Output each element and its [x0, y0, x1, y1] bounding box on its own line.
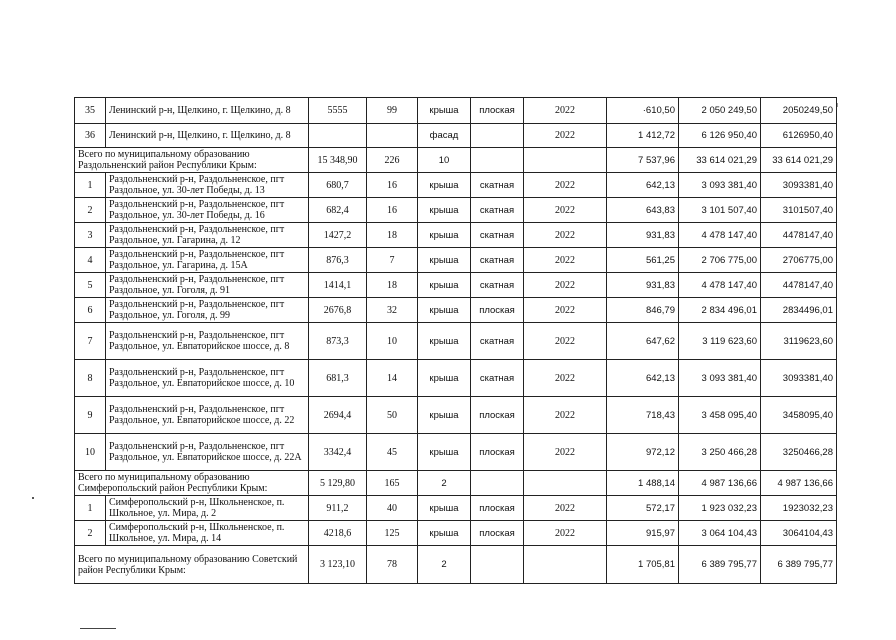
row-number-cell: 10	[75, 434, 106, 471]
total-cost-cell: 3 458 095,40	[679, 397, 761, 434]
apartments-cell: 226	[367, 148, 418, 173]
year-cell	[524, 471, 607, 496]
roof-type-cell: скатная	[471, 173, 524, 198]
total-cost-alt-cell: 2706775,00	[761, 248, 837, 273]
address-cell: Раздольненский р-н, Раздольненское, пгт Раздольное, ул. Гоголя, д. 91	[106, 273, 309, 298]
total-cost-cell: 4 478 147,40	[679, 223, 761, 248]
unit-cost-cell: ·610,50	[607, 98, 679, 124]
table-row	[75, 521, 837, 546]
apartments-cell: 125	[367, 521, 418, 546]
area-cell: 680,7	[309, 173, 367, 198]
roof-type-cell: скатная	[471, 273, 524, 298]
apartments-cell: 78	[367, 546, 418, 584]
year-cell: 2022	[524, 98, 607, 124]
address-cell: Раздольненский р-н, Раздольненское, пгт Раздольное, ул. Гагарина, д. 15А	[106, 248, 309, 273]
unit-cost-cell: 642,13	[607, 360, 679, 397]
year-cell: 2022	[524, 323, 607, 360]
table-body	[75, 98, 837, 584]
apartments-cell: 16	[367, 173, 418, 198]
apartments-cell: 32	[367, 298, 418, 323]
year-cell: 2022	[524, 124, 607, 148]
element-cell: 2	[418, 471, 471, 496]
row-number-cell: 2	[75, 521, 106, 546]
element-cell: крыша	[418, 323, 471, 360]
repair-schedule-table	[74, 97, 837, 584]
area-cell	[309, 124, 367, 148]
unit-cost-cell: 647,62	[607, 323, 679, 360]
total-cost-cell: 4 987 136,66	[679, 471, 761, 496]
area-cell: 682,4	[309, 198, 367, 223]
address-cell: Симферопольский р-н, Школьненское, п. Школьное, ул. Мира, д. 2	[106, 496, 309, 521]
area-cell: 2694,4	[309, 397, 367, 434]
unit-cost-cell: 915,97	[607, 521, 679, 546]
roof-type-cell: плоская	[471, 298, 524, 323]
address-cell: Раздольненский р-н, Раздольненское, пгт Раздольное, ул. 30-лет Победы, д. 13	[106, 173, 309, 198]
total-cost-cell: 3 250 466,28	[679, 434, 761, 471]
element-cell: крыша	[418, 248, 471, 273]
apartments-cell: 14	[367, 360, 418, 397]
apartments-cell	[367, 124, 418, 148]
address-cell: Раздольненский р-н, Раздольненское, пгт Раздольное, ул. Евпаторийское шоссе, д. 22А	[106, 434, 309, 471]
roof-type-cell: скатная	[471, 248, 524, 273]
element-cell: крыша	[418, 360, 471, 397]
row-number-cell: 35	[75, 98, 106, 124]
unit-cost-cell: 931,83	[607, 223, 679, 248]
row-number-cell: 6	[75, 298, 106, 323]
total-cost-alt-cell: 1923032,23	[761, 496, 837, 521]
row-number-cell: 2	[75, 198, 106, 223]
area-cell: 876,3	[309, 248, 367, 273]
total-cost-alt-cell: 3064104,43	[761, 521, 837, 546]
area-cell: 5555	[309, 98, 367, 124]
row-number-cell: 7	[75, 323, 106, 360]
total-cost-alt-cell: 3458095,40	[761, 397, 837, 434]
scan-speck	[32, 497, 34, 499]
roof-type-cell	[471, 148, 524, 173]
year-cell: 2022	[524, 173, 607, 198]
roof-type-cell: скатная	[471, 198, 524, 223]
address-cell: Раздольненский р-н, Раздольненское, пгт Раздольное, ул. 30-лет Победы, д. 16	[106, 198, 309, 223]
row-number-cell: 36	[75, 124, 106, 148]
year-cell: 2022	[524, 397, 607, 434]
unit-cost-cell: 561,25	[607, 248, 679, 273]
table-row	[75, 124, 837, 148]
total-cost-alt-cell: 6126950,40	[761, 124, 837, 148]
total-cost-alt-cell: 2834496,01	[761, 298, 837, 323]
footnote-rule	[80, 628, 116, 629]
row-number-cell: 5	[75, 273, 106, 298]
total-cost-cell: 2 706 775,00	[679, 248, 761, 273]
year-cell: 2022	[524, 521, 607, 546]
total-cost-alt-cell: 3093381,40	[761, 173, 837, 198]
area-cell: 873,3	[309, 323, 367, 360]
total-cost-alt-cell: 6 389 795,77	[761, 546, 837, 584]
apartments-cell: 99	[367, 98, 418, 124]
unit-cost-cell: 846,79	[607, 298, 679, 323]
unit-cost-cell: 1 705,81	[607, 546, 679, 584]
unit-cost-cell: 572,17	[607, 496, 679, 521]
table-row	[75, 198, 837, 223]
element-cell: 2	[418, 546, 471, 584]
area-cell: 3 123,10	[309, 546, 367, 584]
year-cell: 2022	[524, 223, 607, 248]
roof-type-cell	[471, 546, 524, 584]
unit-cost-cell: 1 488,14	[607, 471, 679, 496]
area-cell: 1427,2	[309, 223, 367, 248]
address-cell: Раздольненский р-н, Раздольненское, пгт Раздольное, ул. Гоголя, д. 99	[106, 298, 309, 323]
year-cell: 2022	[524, 360, 607, 397]
table-row	[75, 298, 837, 323]
roof-type-cell	[471, 124, 524, 148]
element-cell: крыша	[418, 223, 471, 248]
total-cost-cell: 3 093 381,40	[679, 360, 761, 397]
total-cost-alt-cell: 3093381,40	[761, 360, 837, 397]
apartments-cell: 7	[367, 248, 418, 273]
element-cell: крыша	[418, 173, 471, 198]
total-label-cell: Всего по муниципальному образованию Советский район Республики Крым:	[75, 546, 309, 584]
area-cell: 681,3	[309, 360, 367, 397]
element-cell: крыша	[418, 434, 471, 471]
total-cost-cell: 6 389 795,77	[679, 546, 761, 584]
total-label-cell: Всего по муниципальному образованию Раздольненский район Республики Крым:	[75, 148, 309, 173]
address-cell: Раздольненский р-н, Раздольненское, пгт Раздольное, ул. Евпаторийское шоссе, д. 10	[106, 360, 309, 397]
unit-cost-cell: 1 412,72	[607, 124, 679, 148]
apartments-cell: 10	[367, 323, 418, 360]
element-cell: крыша	[418, 521, 471, 546]
unit-cost-cell: 931,83	[607, 273, 679, 298]
element-cell: 10	[418, 148, 471, 173]
roof-type-cell: плоская	[471, 98, 524, 124]
roof-type-cell: плоская	[471, 434, 524, 471]
address-cell: Ленинский р-н, Щелкино, г. Щелкино, д. 8	[106, 98, 309, 124]
total-cost-alt-cell: 2050249,50	[761, 98, 837, 124]
area-cell: 1414,1	[309, 273, 367, 298]
apartments-cell: 165	[367, 471, 418, 496]
year-cell: 2022	[524, 298, 607, 323]
apartments-cell: 18	[367, 223, 418, 248]
unit-cost-cell: 643,83	[607, 198, 679, 223]
element-cell: крыша	[418, 273, 471, 298]
year-cell: 2022	[524, 496, 607, 521]
table-row	[75, 173, 837, 198]
row-number-cell: 8	[75, 360, 106, 397]
apartments-cell: 45	[367, 434, 418, 471]
total-cost-alt-cell: 3101507,40	[761, 198, 837, 223]
year-cell	[524, 148, 607, 173]
year-cell: 2022	[524, 434, 607, 471]
total-cost-cell: 33 614 021,29	[679, 148, 761, 173]
address-cell: Симферопольский р-н, Школьненское, п. Школьное, ул. Мира, д. 14	[106, 521, 309, 546]
table-row	[75, 434, 837, 471]
apartments-cell: 40	[367, 496, 418, 521]
roof-type-cell: плоская	[471, 521, 524, 546]
total-cost-alt-cell: 4478147,40	[761, 223, 837, 248]
total-cost-alt-cell: 4 987 136,66	[761, 471, 837, 496]
address-cell: Раздольненский р-н, Раздольненское, пгт Раздольное, ул. Евпаторийское шоссе, д. 22	[106, 397, 309, 434]
table-row	[75, 323, 837, 360]
apartments-cell: 18	[367, 273, 418, 298]
area-cell: 4218,6	[309, 521, 367, 546]
table-row	[75, 496, 837, 521]
row-number-cell: 4	[75, 248, 106, 273]
year-cell: 2022	[524, 248, 607, 273]
address-cell: Ленинский р-н, Щелкино, г. Щелкино, д. 8	[106, 124, 309, 148]
total-cost-cell: 6 126 950,40	[679, 124, 761, 148]
total-cost-alt-cell: 4478147,40	[761, 273, 837, 298]
roof-type-cell: скатная	[471, 360, 524, 397]
total-row	[75, 148, 837, 173]
total-cost-alt-cell: 33 614 021,29	[761, 148, 837, 173]
table-row	[75, 223, 837, 248]
table-row	[75, 397, 837, 434]
apartments-cell: 50	[367, 397, 418, 434]
year-cell	[524, 546, 607, 584]
total-cost-cell: 2 834 496,01	[679, 298, 761, 323]
total-label-cell: Всего по муниципальному образованию Симферопольский район Республики Крым:	[75, 471, 309, 496]
table-row	[75, 273, 837, 298]
total-cost-cell: 3 119 623,60	[679, 323, 761, 360]
row-number-cell: 1	[75, 496, 106, 521]
total-row	[75, 546, 837, 584]
total-cost-cell: 4 478 147,40	[679, 273, 761, 298]
roof-type-cell: скатная	[471, 223, 524, 248]
area-cell: 3342,4	[309, 434, 367, 471]
year-cell: 2022	[524, 198, 607, 223]
unit-cost-cell: 718,43	[607, 397, 679, 434]
year-cell: 2022	[524, 273, 607, 298]
table-row	[75, 248, 837, 273]
element-cell: крыша	[418, 198, 471, 223]
unit-cost-cell: 972,12	[607, 434, 679, 471]
area-cell: 911,2	[309, 496, 367, 521]
table-row	[75, 98, 837, 124]
row-number-cell: 3	[75, 223, 106, 248]
address-cell: Раздольненский р-н, Раздольненское, пгт Раздольное, ул. Евпаторийское шоссе, д. 8	[106, 323, 309, 360]
element-cell: фасад	[418, 124, 471, 148]
roof-type-cell: плоская	[471, 496, 524, 521]
total-row	[75, 471, 837, 496]
total-cost-cell: 3 101 507,40	[679, 198, 761, 223]
element-cell: крыша	[418, 98, 471, 124]
area-cell: 2676,8	[309, 298, 367, 323]
element-cell: крыша	[418, 496, 471, 521]
total-cost-cell: 3 064 104,43	[679, 521, 761, 546]
total-cost-cell: 1 923 032,23	[679, 496, 761, 521]
scan-speck	[837, 103, 838, 107]
element-cell: крыша	[418, 298, 471, 323]
total-cost-cell: 3 093 381,40	[679, 173, 761, 198]
address-cell: Раздольненский р-н, Раздольненское, пгт Раздольное, ул. Гагарина, д. 12	[106, 223, 309, 248]
unit-cost-cell: 642,13	[607, 173, 679, 198]
element-cell: крыша	[418, 397, 471, 434]
total-cost-cell: 2 050 249,50	[679, 98, 761, 124]
apartments-cell: 16	[367, 198, 418, 223]
total-cost-alt-cell: 3250466,28	[761, 434, 837, 471]
area-cell: 15 348,90	[309, 148, 367, 173]
unit-cost-cell: 7 537,96	[607, 148, 679, 173]
roof-type-cell: скатная	[471, 323, 524, 360]
roof-type-cell: плоская	[471, 397, 524, 434]
row-number-cell: 1	[75, 173, 106, 198]
total-cost-alt-cell: 3119623,60	[761, 323, 837, 360]
area-cell: 5 129,80	[309, 471, 367, 496]
row-number-cell: 9	[75, 397, 106, 434]
roof-type-cell	[471, 471, 524, 496]
table-row	[75, 360, 837, 397]
